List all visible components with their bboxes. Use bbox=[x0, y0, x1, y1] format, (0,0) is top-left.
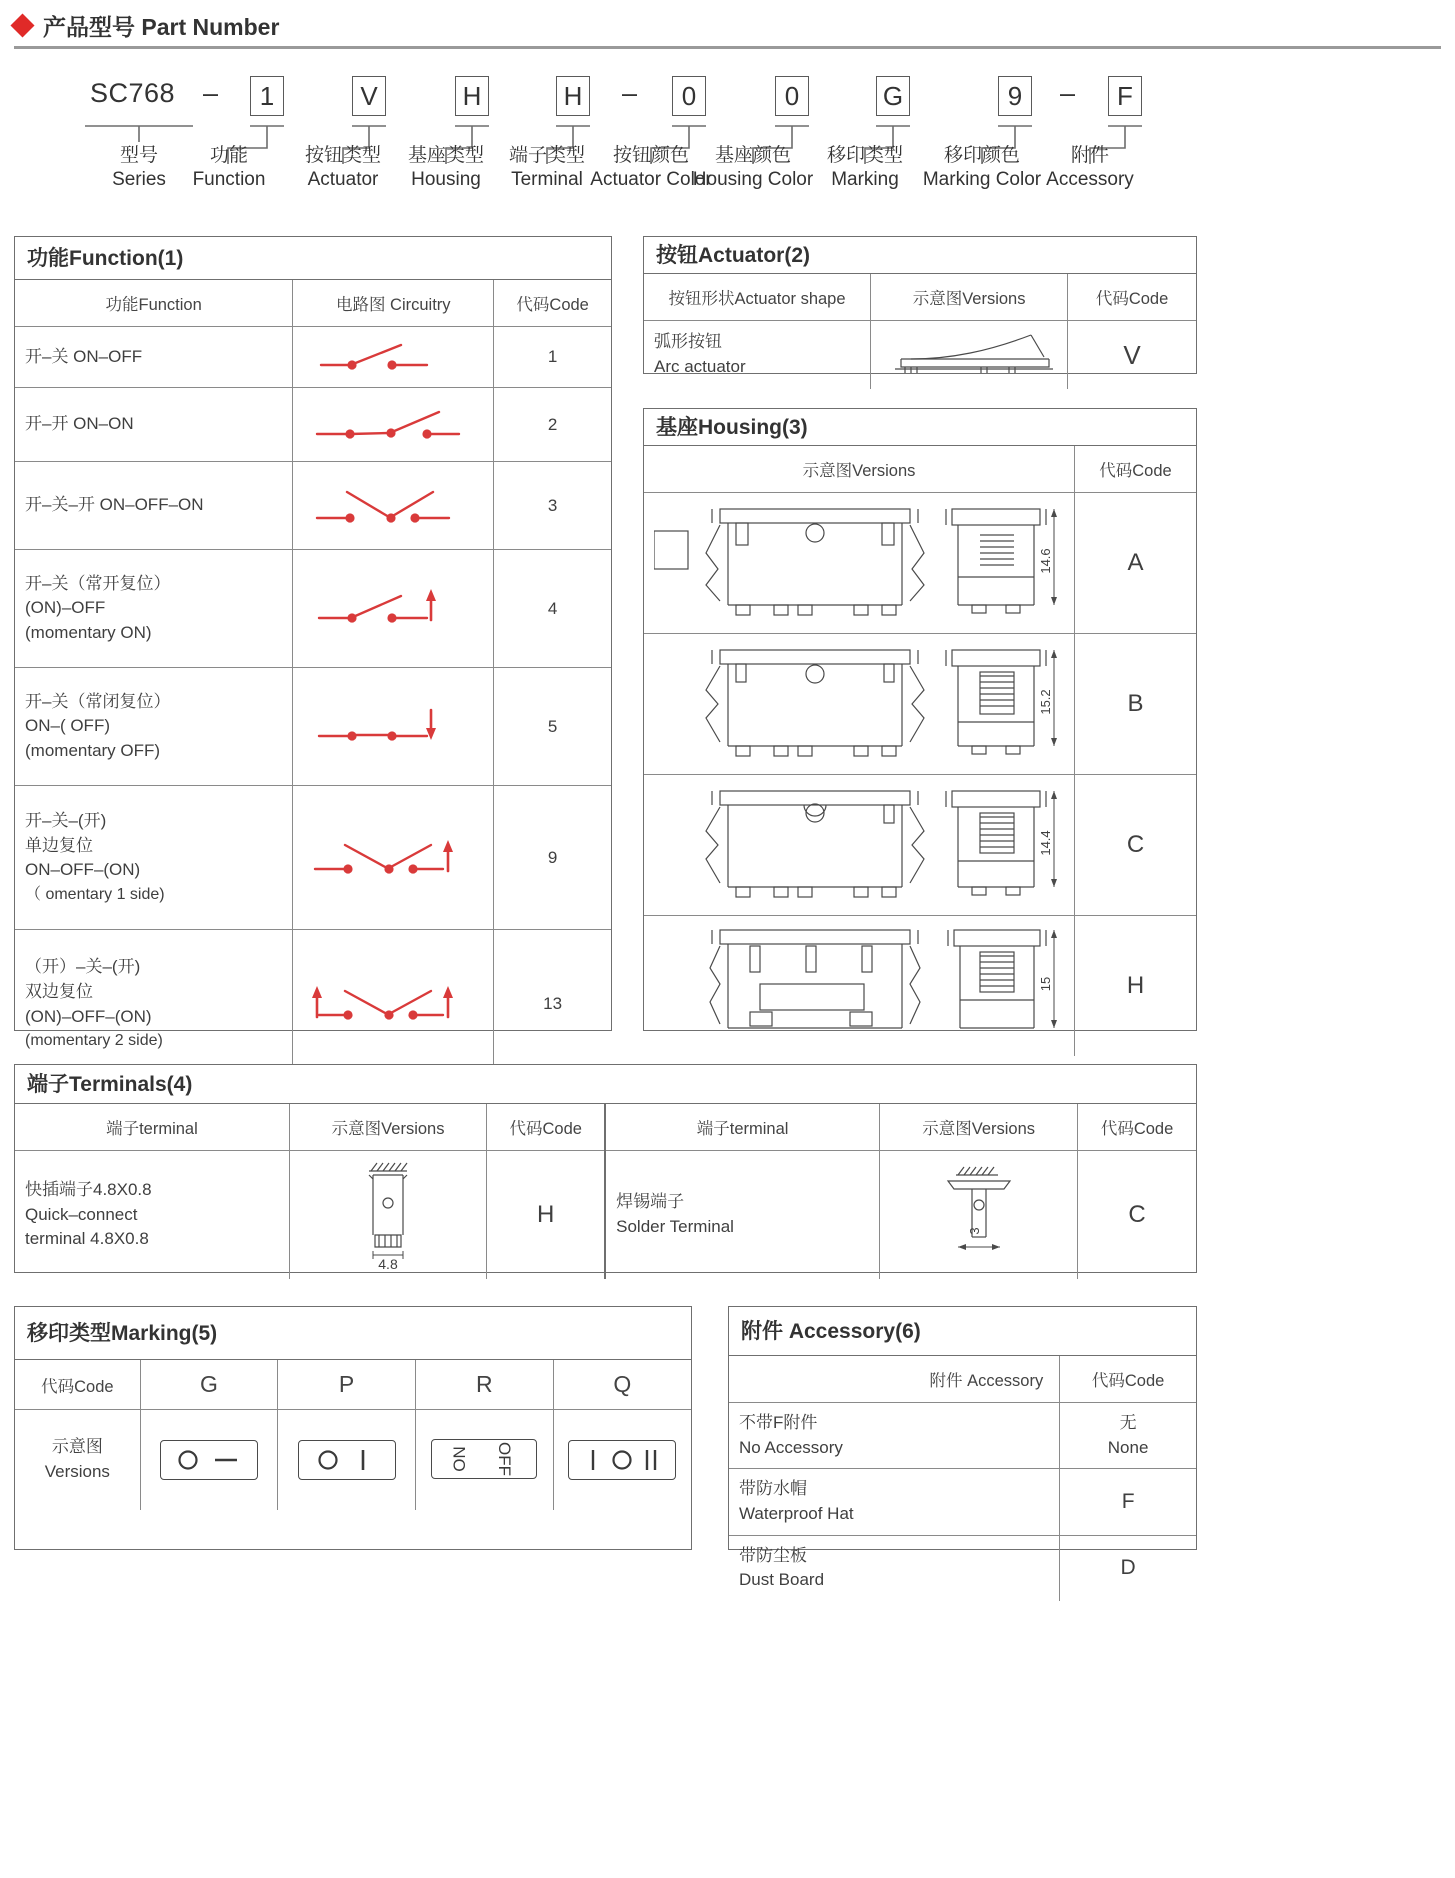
o-dash-icon bbox=[171, 1446, 247, 1474]
function-code: 2 bbox=[494, 388, 611, 462]
function-code: 9 bbox=[494, 786, 611, 930]
circuit-on-off-on-icon bbox=[303, 480, 473, 532]
housing-table-title: 基座Housing(3) bbox=[644, 409, 1196, 446]
marking-symbol-p bbox=[278, 1410, 416, 1510]
actuator-shape-desc: 弧形按钮 Arc actuator bbox=[644, 321, 871, 390]
o-i-icon bbox=[309, 1446, 385, 1474]
code-box-actuator: V bbox=[352, 76, 386, 116]
housing-code: B bbox=[1075, 634, 1197, 775]
table-row bbox=[644, 493, 1196, 634]
code-box-function: 1 bbox=[250, 76, 284, 116]
table-row bbox=[644, 916, 1196, 1057]
function-desc: 开–关（常闭复位） ON–( OFF) (momentary OFF) bbox=[15, 668, 293, 786]
separator-3: – bbox=[1060, 78, 1076, 108]
circuit-momentary-off-icon bbox=[303, 700, 473, 754]
th-circuitry: 电路图 Circuitry bbox=[293, 280, 494, 327]
circuit-symbol-cell bbox=[293, 930, 494, 1078]
table-row bbox=[644, 321, 1196, 390]
terminal-dimension-right: 3 bbox=[966, 1227, 982, 1235]
th-code-right: 代码Code bbox=[1078, 1104, 1196, 1151]
terminal-drawing-right bbox=[880, 1151, 1078, 1280]
diamond-bullet-icon bbox=[10, 13, 34, 37]
function-desc: 开–关–开 ON–OFF–ON bbox=[15, 462, 293, 550]
circuit-symbol-cell bbox=[293, 786, 494, 930]
th-actuator-shape: 按钮形状Actuator shape bbox=[644, 274, 871, 321]
terminal-drawing-left bbox=[289, 1151, 486, 1280]
housing-drawing-cell bbox=[644, 493, 1075, 634]
function-desc: 开–关 ON–OFF bbox=[15, 327, 293, 388]
terminal-dimension-left: 4.8 bbox=[378, 1256, 398, 1272]
marking-symbol-r bbox=[415, 1410, 553, 1510]
th-accessory-code: 代码Code bbox=[1060, 1356, 1196, 1403]
marking-code-q: Q bbox=[553, 1360, 691, 1410]
on-off-text-icon bbox=[442, 1442, 526, 1476]
th-function: 功能Function bbox=[15, 280, 293, 327]
i-o-ii-icon bbox=[579, 1446, 665, 1474]
accessory-desc: 不带F附件 No Accessory bbox=[729, 1403, 1060, 1469]
page-title-cn: 产品型号 bbox=[43, 13, 135, 40]
terminals-table bbox=[14, 1064, 1197, 1273]
pn-label-terminal: 端子类型 Terminal bbox=[508, 145, 585, 191]
table-row bbox=[15, 786, 611, 930]
th-actuator-code: 代码Code bbox=[1068, 274, 1196, 321]
housing-drawing-cell bbox=[644, 916, 1075, 1057]
pn-label-housing: 基座类型 Housing bbox=[407, 145, 484, 191]
code-box-actuator-color: 0 bbox=[672, 76, 706, 116]
circuit-symbol-cell bbox=[293, 668, 494, 786]
code-box-accessory: F bbox=[1108, 76, 1142, 116]
housing-drawing-cell bbox=[644, 775, 1075, 916]
actuator-table bbox=[643, 236, 1197, 377]
pn-label-housing-color: 基座颜色 Housing Color bbox=[692, 145, 814, 191]
series-code: SC768 bbox=[90, 78, 176, 108]
accessory-desc: 带防水帽 Waterproof Hat bbox=[729, 1469, 1060, 1535]
accessory-grid bbox=[729, 1356, 1196, 1601]
housing-b-drawing-icon bbox=[654, 642, 1064, 766]
quick-connect-terminal-icon bbox=[343, 1159, 433, 1271]
code-box-terminal: H bbox=[556, 76, 590, 116]
marking-table-title: 移印类型Marking(5) bbox=[15, 1307, 691, 1360]
separator-2: – bbox=[622, 78, 638, 108]
table-row bbox=[15, 462, 611, 550]
terminals-grid bbox=[15, 1104, 1196, 1279]
housing-c-drawing-icon bbox=[654, 783, 1064, 907]
function-desc: 开–关（常开复位） (ON)–OFF (momentary ON) bbox=[15, 550, 293, 668]
terminal-code-right: C bbox=[1078, 1151, 1196, 1280]
function-table bbox=[14, 236, 612, 1050]
pn-label-accessory: 附件 Accessory bbox=[1046, 145, 1134, 191]
function-code: 13 bbox=[494, 930, 611, 1078]
terminal-code-left: H bbox=[487, 1151, 605, 1280]
housing-a-drawing-icon bbox=[654, 501, 1064, 625]
actuator-grid bbox=[644, 274, 1196, 389]
arc-actuator-drawing-icon bbox=[881, 329, 1057, 381]
table-row bbox=[15, 327, 611, 388]
header-divider bbox=[14, 46, 1441, 49]
housing-c-dimension: 14.4 bbox=[1038, 830, 1053, 856]
table-row bbox=[15, 930, 611, 1078]
circuit-momentary-1side-icon bbox=[303, 831, 473, 885]
housing-drawing-cell bbox=[644, 634, 1075, 775]
th-housing-code: 代码Code bbox=[1075, 446, 1197, 493]
page-header bbox=[14, 8, 1441, 56]
circuit-symbol-cell bbox=[293, 462, 494, 550]
function-desc: 开–开 ON–ON bbox=[15, 388, 293, 462]
housing-h-drawing-icon bbox=[654, 924, 1064, 1048]
function-code: 4 bbox=[494, 550, 611, 668]
marking-code-g: G bbox=[140, 1360, 278, 1410]
marking-symbol-box-g bbox=[160, 1440, 258, 1480]
table-row bbox=[729, 1403, 1196, 1469]
page-title bbox=[43, 9, 279, 42]
pn-label-function: 功能 Function bbox=[192, 145, 266, 191]
table-row bbox=[15, 388, 611, 462]
table-row bbox=[644, 775, 1196, 916]
circuit-on-on-icon bbox=[303, 402, 473, 448]
code-box-marking: G bbox=[876, 76, 910, 116]
marking-table bbox=[14, 1306, 692, 1550]
accessory-table-title: 附件 Accessory(6) bbox=[729, 1307, 1196, 1356]
terminal-desc-right: 焊锡端子 Solder Terminal bbox=[605, 1151, 879, 1280]
accessory-code: D bbox=[1060, 1535, 1196, 1601]
terminals-table-title: 端子Terminals(4) bbox=[15, 1065, 1196, 1104]
code-box-housing-color: 0 bbox=[775, 76, 809, 116]
accessory-desc: 带防尘板 Dust Board bbox=[729, 1535, 1060, 1601]
marking-header-row bbox=[15, 1360, 691, 1410]
part-number-decoder bbox=[0, 64, 1455, 224]
actuator-header-row bbox=[644, 274, 1196, 321]
housing-table bbox=[643, 408, 1197, 1031]
th-accessory: 附件 Accessory bbox=[729, 1356, 1060, 1403]
marking-symbol-box-r bbox=[431, 1439, 537, 1479]
function-code: 5 bbox=[494, 668, 611, 786]
function-code: 3 bbox=[494, 462, 611, 550]
housing-header-row bbox=[644, 446, 1196, 493]
th-code-left: 代码Code bbox=[487, 1104, 605, 1151]
marking-symbol-box-q bbox=[568, 1440, 676, 1480]
marking-symbol-q bbox=[553, 1410, 691, 1510]
housing-code: H bbox=[1075, 916, 1197, 1057]
marking-code-r: R bbox=[415, 1360, 553, 1410]
housing-a-dimension: 14.6 bbox=[1038, 548, 1053, 574]
table-row bbox=[644, 634, 1196, 775]
actuator-drawing-cell bbox=[871, 321, 1068, 390]
marking-symbol-g bbox=[140, 1410, 278, 1510]
pn-label-series: 型号 Series bbox=[112, 145, 166, 191]
actuator-code: V bbox=[1068, 321, 1196, 390]
marking-grid bbox=[15, 1360, 691, 1510]
marking-versions-label: 示意图 Versions bbox=[15, 1410, 140, 1510]
function-desc: 开–关–(开) 单边复位 ON–OFF–(ON) （ omentary 1 side) bbox=[15, 786, 293, 930]
th-terminal-left: 端子terminal bbox=[15, 1104, 289, 1151]
marking-code-p: P bbox=[278, 1360, 416, 1410]
code-box-marking-color: 9 bbox=[998, 76, 1032, 116]
solder-terminal-icon bbox=[924, 1159, 1034, 1271]
marking-symbol-box-p bbox=[298, 1440, 396, 1480]
svg-text:OFF: OFF bbox=[495, 1441, 515, 1476]
accessory-header-row bbox=[729, 1356, 1196, 1403]
page-title-en: Part Number bbox=[141, 13, 280, 40]
circuit-momentary-2side-icon bbox=[303, 977, 483, 1031]
th-marking-code: 代码Code bbox=[15, 1360, 140, 1410]
function-code: 1 bbox=[494, 327, 611, 388]
th-versions-left: 示意图Versions bbox=[289, 1104, 486, 1151]
th-actuator-versions: 示意图Versions bbox=[871, 274, 1068, 321]
terminals-header-row bbox=[15, 1104, 1196, 1151]
function-table-title: 功能Function(1) bbox=[15, 237, 611, 280]
function-grid bbox=[15, 280, 611, 1078]
housing-h-dimension: 15 bbox=[1038, 976, 1053, 992]
housing-code: C bbox=[1075, 775, 1197, 916]
circuit-symbol-cell bbox=[293, 327, 494, 388]
table-row bbox=[15, 1410, 691, 1510]
table-row bbox=[729, 1469, 1196, 1535]
circuit-momentary-on-icon bbox=[303, 582, 473, 636]
th-terminal-right: 端子terminal bbox=[605, 1104, 879, 1151]
table-row bbox=[15, 668, 611, 786]
function-header-row bbox=[15, 280, 611, 327]
housing-grid bbox=[644, 446, 1196, 1056]
th-housing-versions: 示意图Versions bbox=[644, 446, 1075, 493]
pn-label-marking-color: 移印颜色 Marking Color bbox=[922, 145, 1042, 191]
pn-label-actuator: 按钮类型 Actuator bbox=[304, 145, 381, 191]
circuit-symbol-cell bbox=[293, 550, 494, 668]
pn-label-actuator-color: 按钮颜色 Actuator Color bbox=[590, 145, 712, 191]
svg-text:ON: ON bbox=[450, 1446, 470, 1472]
accessory-table bbox=[728, 1306, 1197, 1590]
terminal-desc-left: 快插端子4.8X0.8 Quick–connect terminal 4.8X0.8 bbox=[15, 1151, 289, 1280]
circuit-symbol-cell bbox=[293, 388, 494, 462]
table-row bbox=[729, 1535, 1196, 1601]
pn-label-marking: 移印类型 Marking bbox=[826, 145, 903, 191]
actuator-table-title: 按钮Actuator(2) bbox=[644, 237, 1196, 274]
code-box-housing: H bbox=[455, 76, 489, 116]
th-code: 代码Code bbox=[494, 280, 611, 327]
accessory-code: 无 None bbox=[1060, 1403, 1196, 1469]
housing-b-dimension: 15.2 bbox=[1038, 689, 1053, 715]
separator-1: – bbox=[203, 78, 219, 108]
circuit-on-off-icon bbox=[303, 335, 463, 379]
table-row bbox=[15, 1151, 1196, 1280]
th-versions-right: 示意图Versions bbox=[880, 1104, 1078, 1151]
table-row bbox=[15, 550, 611, 668]
housing-code: A bbox=[1075, 493, 1197, 634]
accessory-code: F bbox=[1060, 1469, 1196, 1535]
function-desc: （开）–关–(开) 双边复位 (ON)–OFF–(ON) (momentary 2 side) bbox=[15, 930, 293, 1078]
